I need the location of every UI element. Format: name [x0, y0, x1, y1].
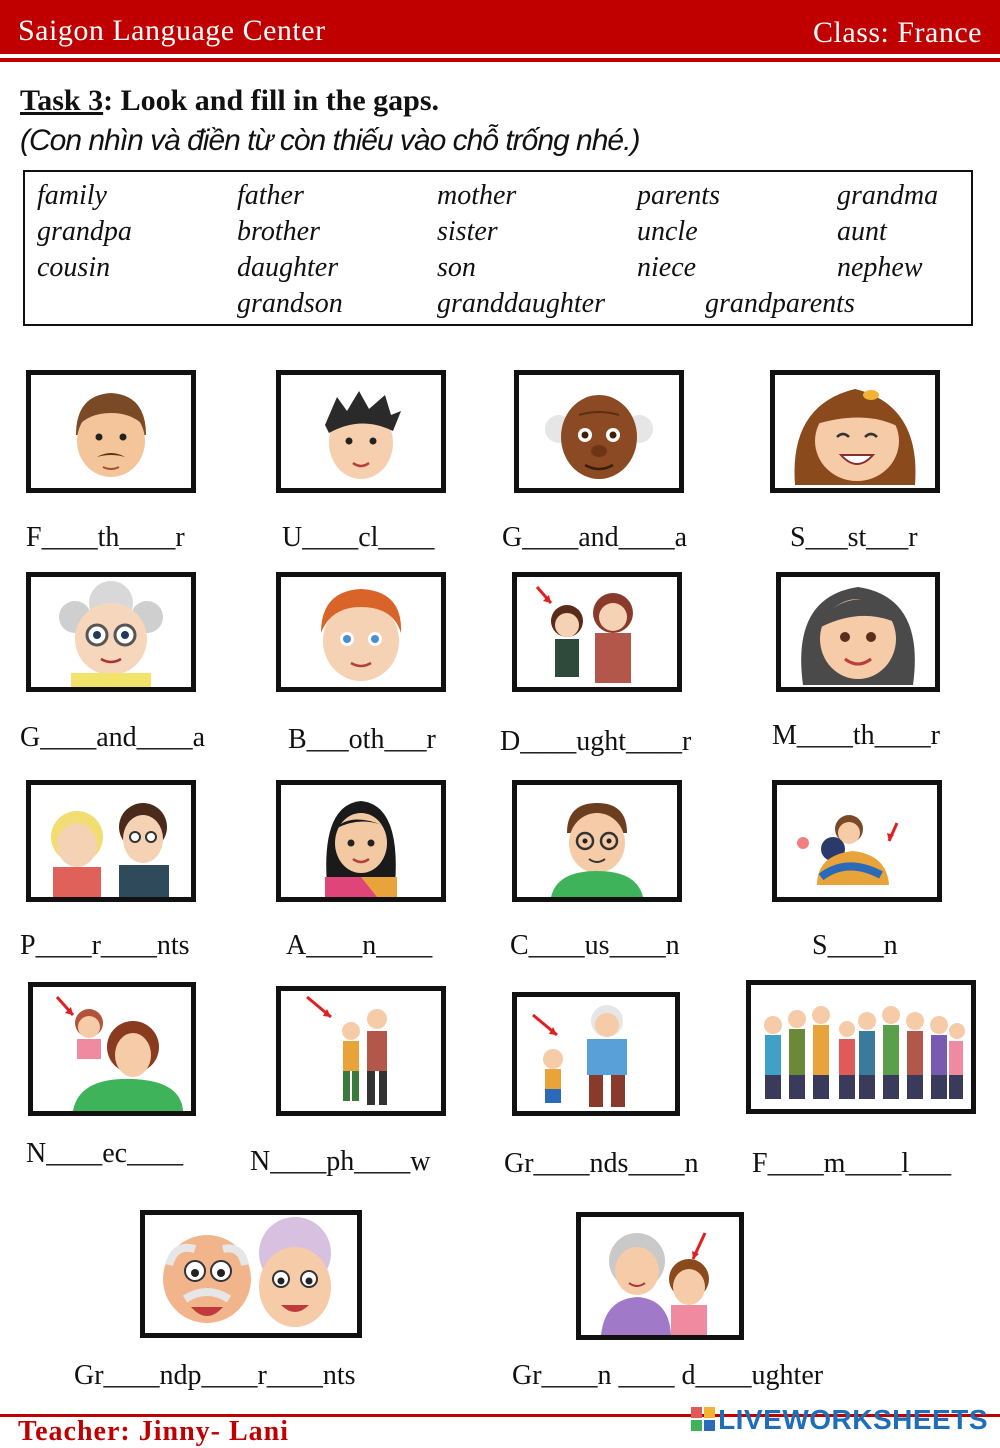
grandpa-grandson-image: [512, 992, 680, 1116]
exercise-hint: N____ec____: [26, 1138, 184, 1169]
aunt-niece-image: [28, 982, 196, 1116]
exercise-hint: N____ph____w: [250, 1146, 431, 1177]
exercise-hint: P____r____nts: [20, 930, 190, 961]
mother-daughter-image: [512, 572, 682, 692]
exercise-hint: U____cl____: [282, 522, 435, 553]
old-man-bald-image: [514, 370, 684, 493]
exercise-hint: C____us____n: [510, 930, 680, 961]
boy-red-hair-image: [276, 572, 446, 692]
word-bank-item: grandparents: [705, 288, 855, 319]
word-bank-item: cousin: [37, 252, 111, 283]
girl-smiling-image: [770, 370, 940, 493]
task-subtitle: (Con nhìn và điền từ còn thiếu vào chỗ trống nhé.): [20, 124, 640, 157]
exercise-hint: Gr____nds____n: [504, 1148, 699, 1179]
brand-wordmark[interactable]: LIVEWORKSHEETS: [718, 1404, 988, 1435]
word-bank-item: mother: [437, 180, 517, 211]
father-son-hug-image: [772, 780, 942, 902]
word-bank-item: parents: [637, 180, 720, 211]
word-bank-item: father: [237, 180, 304, 211]
couple-image: [26, 780, 196, 902]
task-title: [20, 84, 439, 118]
woman-smiling-image: [776, 572, 940, 692]
word-bank: [23, 170, 973, 326]
exercise-hint: S____n: [812, 930, 898, 961]
exercise-hint: G____and____a: [502, 522, 688, 553]
word-bank-item: daughter: [237, 252, 339, 283]
word-bank-item: grandson: [237, 288, 343, 319]
exercise-hint: S___st___r: [790, 522, 918, 553]
header-divider: [0, 58, 1000, 62]
exercise-hint: M____th____r: [772, 720, 940, 751]
exercise-hint: G____and____a: [20, 722, 206, 753]
school-name: Saigon Language Center: [18, 14, 326, 47]
exercise-hint: F____th____r: [26, 522, 185, 553]
word-bank-item: grandpa: [37, 216, 132, 247]
young-man-image: [276, 370, 446, 493]
exercise-hint: A____n____: [286, 930, 433, 961]
word-bank-item: nephew: [837, 252, 923, 283]
old-couple-image: [140, 1210, 362, 1338]
word-bank-item: niece: [637, 252, 697, 283]
word-bank-item: brother: [237, 216, 320, 247]
exercise-hint: B___oth___r: [288, 724, 436, 755]
uncle-nephew-image: [276, 986, 446, 1116]
boy-glasses-image: [512, 780, 682, 902]
exercise-hint: Gr____n ____ d____ughter: [512, 1360, 824, 1391]
word-bank-item: sister: [437, 216, 498, 247]
word-bank-item: son: [437, 252, 476, 283]
exercise-hint: D____ught____r: [500, 726, 692, 757]
class-name: Class: France: [813, 16, 982, 49]
grandma-granddaughter-image: [576, 1212, 744, 1340]
exercise-hint: F____m____l___: [752, 1148, 952, 1179]
woman-black-hair-image: [276, 780, 446, 902]
word-bank-item: family: [37, 180, 107, 211]
word-bank-item: uncle: [637, 216, 698, 247]
man-mustache-image: [26, 370, 196, 493]
word-bank-item: grandma: [837, 180, 939, 211]
task-instruction: : Look and fill in the gaps.: [103, 84, 440, 117]
task-number: Task 3: [20, 84, 104, 117]
grandma-glasses-image: [26, 572, 196, 692]
word-bank-item: granddaughter: [437, 288, 605, 319]
word-bank-item: aunt: [837, 216, 887, 247]
liveworksheets-logo-icon: [690, 1406, 716, 1432]
teacher-name: Teacher: Jinny- Lani: [18, 1416, 289, 1447]
big-family-image: [746, 980, 976, 1114]
exercise-hint: Gr____ndp____r____nts: [74, 1360, 356, 1391]
